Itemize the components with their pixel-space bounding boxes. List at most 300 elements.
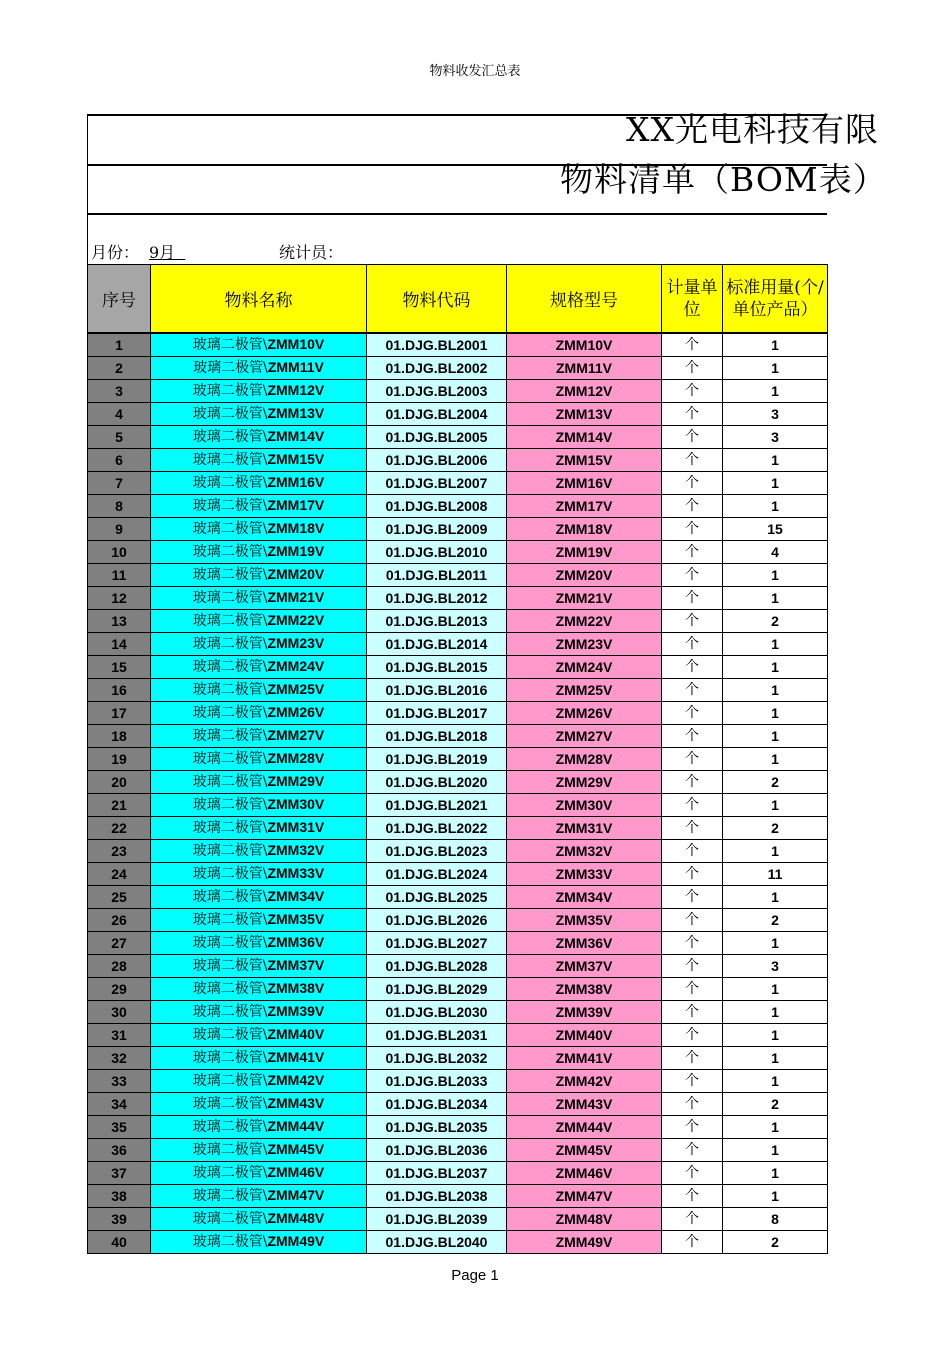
cell-name[interactable] [151, 518, 367, 541]
cell-code[interactable]: 01.DJG.BL2030 [367, 1001, 507, 1024]
name-prefix: 玻璃二极管\ [192, 774, 268, 790]
cell-qty[interactable]: 1 [723, 1139, 828, 1162]
cell-qty[interactable]: 1 [723, 449, 828, 472]
cell-seq[interactable]: 25 [88, 886, 151, 909]
cell-code[interactable]: 01.DJG.BL2033 [367, 1070, 507, 1093]
cell-unit[interactable]: 个 [662, 333, 723, 357]
name-model: ZMM10V [267, 336, 325, 352]
cell-name[interactable] [151, 1185, 367, 1208]
cell-qty[interactable]: 1 [723, 794, 828, 817]
cell-unit[interactable]: 个 [662, 978, 723, 1001]
name-model: ZMM47V [267, 1187, 325, 1203]
cell-qty[interactable]: 1 [723, 1047, 828, 1070]
cell-unit[interactable]: 个 [662, 748, 723, 771]
cell-code[interactable]: 01.DJG.BL2008 [367, 495, 507, 518]
cell-code[interactable]: 01.DJG.BL2034 [367, 1093, 507, 1116]
cell-name[interactable] [151, 426, 367, 449]
cell-spec[interactable]: ZMM47V [507, 1185, 662, 1208]
cell-spec[interactable]: ZMM31V [507, 817, 662, 840]
name-model: ZMM21V [267, 589, 325, 605]
cell-name[interactable] [151, 587, 367, 610]
cell-seq[interactable]: 30 [88, 1001, 151, 1024]
name-model: ZMM44V [267, 1118, 325, 1134]
cell-unit[interactable]: 个 [662, 1185, 723, 1208]
cell-name[interactable] [151, 886, 367, 909]
cell-unit[interactable]: 个 [662, 1116, 723, 1139]
cell-name[interactable] [151, 333, 367, 357]
cell-qty[interactable]: 2 [723, 909, 828, 932]
cell-unit[interactable]: 个 [662, 817, 723, 840]
name-model: ZMM22V [267, 612, 325, 628]
cell-seq[interactable]: 4 [88, 403, 151, 426]
cell-seq[interactable]: 8 [88, 495, 151, 518]
cell-seq[interactable]: 35 [88, 1116, 151, 1139]
name-prefix: 玻璃二极管\ [192, 682, 268, 698]
cell-qty[interactable]: 1 [723, 380, 828, 403]
cell-unit[interactable]: 个 [662, 633, 723, 656]
cell-unit[interactable]: 个 [662, 472, 723, 495]
cell-seq[interactable]: 17 [88, 702, 151, 725]
cell-spec[interactable]: ZMM38V [507, 978, 662, 1001]
cell-spec[interactable]: ZMM26V [507, 702, 662, 725]
table-row [88, 725, 828, 748]
name-prefix: 玻璃二极管\ [192, 889, 268, 905]
cell-code[interactable]: 01.DJG.BL2006 [367, 449, 507, 472]
cell-code[interactable]: 01.DJG.BL2010 [367, 541, 507, 564]
cell-spec[interactable]: ZMM34V [507, 886, 662, 909]
cell-spec[interactable]: ZMM36V [507, 932, 662, 955]
cell-code[interactable]: 01.DJG.BL2023 [367, 840, 507, 863]
table-row [88, 702, 828, 725]
cell-seq[interactable]: 34 [88, 1093, 151, 1116]
cell-spec[interactable]: ZMM45V [507, 1139, 662, 1162]
cell-name[interactable] [151, 1231, 367, 1254]
cell-code[interactable]: 01.DJG.BL2027 [367, 932, 507, 955]
cell-unit[interactable]: 个 [662, 1024, 723, 1047]
cell-qty[interactable]: 2 [723, 1231, 828, 1254]
cell-spec[interactable]: ZMM25V [507, 679, 662, 702]
name-prefix: 玻璃二极管\ [192, 1188, 268, 1204]
cell-code[interactable]: 01.DJG.BL2017 [367, 702, 507, 725]
cell-unit[interactable]: 个 [662, 886, 723, 909]
cell-seq[interactable]: 9 [88, 518, 151, 541]
cell-qty[interactable]: 1 [723, 679, 828, 702]
name-model: ZMM49V [267, 1233, 325, 1249]
name-prefix: 玻璃二极管\ [192, 590, 268, 606]
cell-code[interactable]: 01.DJG.BL2016 [367, 679, 507, 702]
cell-seq[interactable]: 10 [88, 541, 151, 564]
cell-qty[interactable]: 4 [723, 541, 828, 564]
cell-name[interactable] [151, 472, 367, 495]
cell-spec[interactable]: ZMM22V [507, 610, 662, 633]
table-row [88, 1185, 828, 1208]
name-model: ZMM20V [267, 566, 325, 582]
cell-spec[interactable]: ZMM48V [507, 1208, 662, 1231]
cell-seq[interactable]: 11 [88, 564, 151, 587]
name-prefix: 玻璃二极管\ [192, 521, 268, 537]
cell-name[interactable] [151, 702, 367, 725]
cell-unit[interactable]: 个 [662, 541, 723, 564]
cell-seq[interactable]: 12 [88, 587, 151, 610]
cell-unit[interactable]: 个 [662, 725, 723, 748]
cell-seq[interactable]: 31 [88, 1024, 151, 1047]
name-prefix: 玻璃二极管\ [192, 1050, 268, 1066]
cell-seq[interactable]: 36 [88, 1139, 151, 1162]
table-row [88, 679, 828, 702]
name-prefix: 玻璃二极管\ [192, 912, 268, 928]
cell-code[interactable]: 01.DJG.BL2028 [367, 955, 507, 978]
cell-code[interactable]: 01.DJG.BL2013 [367, 610, 507, 633]
name-prefix: 玻璃二极管\ [192, 1096, 268, 1112]
cell-seq[interactable]: 40 [88, 1231, 151, 1254]
name-prefix: 玻璃二极管\ [192, 1234, 268, 1250]
cell-qty[interactable]: 2 [723, 771, 828, 794]
name-model: ZMM33V [267, 865, 325, 881]
cell-code[interactable]: 01.DJG.BL2022 [367, 817, 507, 840]
cell-spec[interactable]: ZMM13V [507, 403, 662, 426]
cell-seq[interactable]: 16 [88, 679, 151, 702]
table-row [88, 932, 828, 955]
cell-code[interactable]: 01.DJG.BL2032 [367, 1047, 507, 1070]
cell-seq[interactable]: 24 [88, 863, 151, 886]
name-model: ZMM14V [267, 428, 325, 444]
cell-seq[interactable]: 1 [88, 333, 151, 357]
cell-name[interactable] [151, 1139, 367, 1162]
company-title: XX光电科技有限 [626, 110, 879, 149]
cell-seq[interactable]: 28 [88, 955, 151, 978]
cell-spec[interactable]: ZMM15V [507, 449, 662, 472]
cell-spec[interactable]: ZMM49V [507, 1231, 662, 1254]
name-prefix: 玻璃二极管\ [192, 797, 268, 813]
cell-seq[interactable]: 21 [88, 794, 151, 817]
page-header: 物料收发汇总表 [429, 64, 521, 79]
cell-qty[interactable]: 1 [723, 656, 828, 679]
cell-name[interactable] [151, 794, 367, 817]
name-model: ZMM38V [267, 980, 325, 996]
cell-name[interactable] [151, 725, 367, 748]
cell-qty[interactable]: 1 [723, 1024, 828, 1047]
cell-qty[interactable]: 3 [723, 403, 828, 426]
cell-spec[interactable]: ZMM35V [507, 909, 662, 932]
cell-unit[interactable]: 个 [662, 495, 723, 518]
cell-unit[interactable]: 个 [662, 403, 723, 426]
cell-code[interactable]: 01.DJG.BL2015 [367, 656, 507, 679]
cell-seq[interactable]: 18 [88, 725, 151, 748]
cell-unit[interactable]: 个 [662, 1001, 723, 1024]
name-prefix: 玻璃二极管\ [192, 337, 268, 353]
cell-unit[interactable]: 个 [662, 794, 723, 817]
cell-spec[interactable]: ZMM20V [507, 564, 662, 587]
cell-qty[interactable]: 3 [723, 426, 828, 449]
cell-spec[interactable]: ZMM32V [507, 840, 662, 863]
cell-qty[interactable]: 1 [723, 702, 828, 725]
name-prefix: 玻璃二极管\ [192, 1073, 268, 1089]
cell-seq[interactable]: 37 [88, 1162, 151, 1185]
cell-qty[interactable]: 2 [723, 1093, 828, 1116]
cell-unit[interactable]: 个 [662, 610, 723, 633]
cell-name[interactable] [151, 771, 367, 794]
cell-seq[interactable]: 26 [88, 909, 151, 932]
cell-spec[interactable]: ZMM43V [507, 1093, 662, 1116]
cell-unit[interactable]: 个 [662, 771, 723, 794]
cell-seq[interactable]: 22 [88, 817, 151, 840]
cell-unit[interactable]: 个 [662, 518, 723, 541]
table-row [88, 1116, 828, 1139]
cell-seq[interactable]: 7 [88, 472, 151, 495]
cell-unit[interactable]: 个 [662, 357, 723, 380]
cell-qty[interactable]: 1 [723, 1116, 828, 1139]
cell-name[interactable] [151, 610, 367, 633]
cell-unit[interactable]: 个 [662, 932, 723, 955]
table-body [88, 333, 828, 1254]
name-model: ZMM16V [267, 474, 325, 490]
cell-name[interactable] [151, 449, 367, 472]
cell-name[interactable] [151, 564, 367, 587]
table-row [88, 1162, 828, 1185]
cell-spec[interactable]: ZMM10V [507, 333, 662, 357]
table-row [88, 955, 828, 978]
cell-seq[interactable]: 3 [88, 380, 151, 403]
cell-qty[interactable]: 1 [723, 495, 828, 518]
cell-seq[interactable]: 15 [88, 656, 151, 679]
cell-seq[interactable]: 27 [88, 932, 151, 955]
cell-unit[interactable]: 个 [662, 702, 723, 725]
cell-name[interactable] [151, 656, 367, 679]
cell-unit[interactable]: 个 [662, 656, 723, 679]
cell-name[interactable] [151, 1047, 367, 1070]
cell-name[interactable] [151, 840, 367, 863]
cell-name[interactable] [151, 1116, 367, 1139]
cell-code[interactable]: 01.DJG.BL2031 [367, 1024, 507, 1047]
cell-code[interactable]: 01.DJG.BL2025 [367, 886, 507, 909]
cell-name[interactable] [151, 863, 367, 886]
table-row [88, 886, 828, 909]
cell-seq[interactable]: 2 [88, 357, 151, 380]
cell-seq[interactable]: 38 [88, 1185, 151, 1208]
bom-table [87, 264, 828, 1254]
cell-qty[interactable]: 3 [723, 955, 828, 978]
cell-unit[interactable]: 个 [662, 1093, 723, 1116]
cell-code[interactable]: 01.DJG.BL2038 [367, 1185, 507, 1208]
cell-qty[interactable]: 1 [723, 725, 828, 748]
cell-unit[interactable]: 个 [662, 863, 723, 886]
cell-name[interactable] [151, 679, 367, 702]
cell-name[interactable] [151, 1162, 367, 1185]
cell-code[interactable]: 01.DJG.BL2040 [367, 1231, 507, 1254]
cell-spec[interactable]: ZMM23V [507, 633, 662, 656]
cell-name[interactable] [151, 955, 367, 978]
name-model: ZMM40V [267, 1026, 325, 1042]
cell-name[interactable] [151, 909, 367, 932]
cell-spec[interactable]: ZMM30V [507, 794, 662, 817]
cell-spec[interactable]: ZMM17V [507, 495, 662, 518]
col-header-spec: 规格型号 [507, 265, 662, 334]
name-prefix: 玻璃二极管\ [192, 567, 268, 583]
cell-code[interactable]: 01.DJG.BL2009 [367, 518, 507, 541]
cell-code[interactable]: 01.DJG.BL2020 [367, 771, 507, 794]
cell-qty[interactable]: 2 [723, 610, 828, 633]
col-header-std: 标准用量(个/单位产品） [723, 265, 828, 334]
cell-qty[interactable]: 1 [723, 932, 828, 955]
cell-spec[interactable]: ZMM41V [507, 1047, 662, 1070]
cell-qty[interactable]: 1 [723, 840, 828, 863]
table-row [88, 794, 828, 817]
cell-qty[interactable]: 1 [723, 1162, 828, 1185]
name-prefix: 玻璃二极管\ [192, 705, 268, 721]
cell-qty[interactable]: 1 [723, 472, 828, 495]
cell-qty[interactable]: 8 [723, 1208, 828, 1231]
cell-qty[interactable]: 2 [723, 817, 828, 840]
cell-name[interactable] [151, 495, 367, 518]
cell-unit[interactable]: 个 [662, 1139, 723, 1162]
cell-name[interactable] [151, 380, 367, 403]
cell-seq[interactable]: 32 [88, 1047, 151, 1070]
cell-code[interactable]: 01.DJG.BL2011 [367, 564, 507, 587]
cell-code[interactable]: 01.DJG.BL2039 [367, 1208, 507, 1231]
cell-spec[interactable]: ZMM44V [507, 1116, 662, 1139]
cell-seq[interactable]: 6 [88, 449, 151, 472]
cell-qty[interactable]: 1 [723, 564, 828, 587]
cell-code[interactable]: 01.DJG.BL2007 [367, 472, 507, 495]
cell-code[interactable]: 01.DJG.BL2037 [367, 1162, 507, 1185]
cell-code[interactable]: 01.DJG.BL2014 [367, 633, 507, 656]
month-value[interactable]: 9月 [149, 243, 186, 262]
cell-spec[interactable]: ZMM21V [507, 587, 662, 610]
cell-name[interactable] [151, 817, 367, 840]
cell-spec[interactable]: ZMM14V [507, 426, 662, 449]
cell-spec[interactable]: ZMM39V [507, 1001, 662, 1024]
cell-code[interactable]: 01.DJG.BL2002 [367, 357, 507, 380]
cell-unit[interactable]: 个 [662, 1208, 723, 1231]
cell-name[interactable] [151, 541, 367, 564]
cell-code[interactable]: 01.DJG.BL2005 [367, 426, 507, 449]
name-prefix: 玻璃二极管\ [192, 659, 268, 675]
table-row [88, 1024, 828, 1047]
cell-name[interactable] [151, 1093, 367, 1116]
cell-name[interactable] [151, 357, 367, 380]
cell-qty[interactable]: 1 [723, 633, 828, 656]
cell-name[interactable] [151, 1001, 367, 1024]
name-model: ZMM27V [267, 727, 325, 743]
cell-unit[interactable]: 个 [662, 909, 723, 932]
cell-spec[interactable]: ZMM11V [507, 357, 662, 380]
cell-code[interactable]: 01.DJG.BL2001 [367, 333, 507, 357]
cell-name[interactable] [151, 633, 367, 656]
cell-unit[interactable]: 个 [662, 380, 723, 403]
cell-spec[interactable]: ZMM40V [507, 1024, 662, 1047]
cell-qty[interactable]: 11 [723, 863, 828, 886]
cell-spec[interactable]: ZMM16V [507, 472, 662, 495]
cell-spec[interactable]: ZMM37V [507, 955, 662, 978]
name-model: ZMM28V [267, 750, 325, 766]
cell-unit[interactable]: 个 [662, 1047, 723, 1070]
cell-qty[interactable]: 1 [723, 1185, 828, 1208]
cell-code[interactable]: 01.DJG.BL2004 [367, 403, 507, 426]
cell-name[interactable] [151, 748, 367, 771]
cell-seq[interactable]: 5 [88, 426, 151, 449]
cell-unit[interactable]: 个 [662, 564, 723, 587]
cell-seq[interactable]: 29 [88, 978, 151, 1001]
cell-spec[interactable]: ZMM19V [507, 541, 662, 564]
cell-unit[interactable]: 个 [662, 840, 723, 863]
name-prefix: 玻璃二极管\ [192, 1211, 268, 1227]
cell-seq[interactable]: 20 [88, 771, 151, 794]
document-title: 物料清单（BOM表） [560, 160, 887, 199]
cell-qty[interactable]: 1 [723, 357, 828, 380]
cell-qty[interactable]: 1 [723, 587, 828, 610]
cell-qty[interactable]: 1 [723, 1001, 828, 1024]
cell-spec[interactable]: ZMM27V [507, 725, 662, 748]
cell-unit[interactable]: 个 [662, 587, 723, 610]
cell-seq[interactable]: 23 [88, 840, 151, 863]
table-row [88, 1093, 828, 1116]
cell-code[interactable]: 01.DJG.BL2036 [367, 1139, 507, 1162]
name-model: ZMM23V [267, 635, 325, 651]
cell-name[interactable] [151, 1070, 367, 1093]
cell-spec[interactable]: ZMM29V [507, 771, 662, 794]
cell-spec[interactable]: ZMM46V [507, 1162, 662, 1185]
cell-code[interactable]: 01.DJG.BL2026 [367, 909, 507, 932]
cell-code[interactable]: 01.DJG.BL2019 [367, 748, 507, 771]
cell-code[interactable]: 01.DJG.BL2035 [367, 1116, 507, 1139]
table-row [88, 909, 828, 932]
name-prefix: 玻璃二极管\ [192, 1119, 268, 1135]
cell-spec[interactable]: ZMM12V [507, 380, 662, 403]
cell-unit[interactable]: 个 [662, 426, 723, 449]
name-model: ZMM32V [267, 842, 325, 858]
cell-seq[interactable]: 33 [88, 1070, 151, 1093]
cell-code[interactable]: 01.DJG.BL2012 [367, 587, 507, 610]
cell-seq[interactable]: 13 [88, 610, 151, 633]
cell-name[interactable] [151, 978, 367, 1001]
cell-unit[interactable]: 个 [662, 955, 723, 978]
cell-unit[interactable]: 个 [662, 1231, 723, 1254]
cell-unit[interactable]: 个 [662, 449, 723, 472]
cell-unit[interactable]: 个 [662, 1162, 723, 1185]
cell-qty[interactable]: 1 [723, 748, 828, 771]
cell-seq[interactable]: 14 [88, 633, 151, 656]
cell-spec[interactable]: ZMM24V [507, 656, 662, 679]
cell-unit[interactable]: 个 [662, 679, 723, 702]
cell-seq[interactable]: 19 [88, 748, 151, 771]
cell-code[interactable]: 01.DJG.BL2021 [367, 794, 507, 817]
name-prefix: 玻璃二极管\ [192, 935, 268, 951]
cell-qty[interactable]: 1 [723, 333, 828, 357]
cell-seq[interactable]: 39 [88, 1208, 151, 1231]
cell-spec[interactable]: ZMM42V [507, 1070, 662, 1093]
cell-name[interactable] [151, 1208, 367, 1231]
cell-code[interactable]: 01.DJG.BL2018 [367, 725, 507, 748]
cell-code[interactable]: 01.DJG.BL2029 [367, 978, 507, 1001]
name-prefix: 玻璃二极管\ [193, 360, 268, 376]
cell-name[interactable] [151, 1024, 367, 1047]
table-row [88, 587, 828, 610]
cell-qty[interactable]: 1 [723, 886, 828, 909]
cell-spec[interactable]: ZMM33V [507, 863, 662, 886]
cell-qty[interactable]: 15 [723, 518, 828, 541]
col-header-unit: 计量单位 [662, 265, 723, 334]
cell-qty[interactable]: 1 [723, 1070, 828, 1093]
table-row [88, 748, 828, 771]
cell-spec[interactable]: ZMM18V [507, 518, 662, 541]
cell-name[interactable] [151, 932, 367, 955]
cell-name[interactable] [151, 403, 367, 426]
cell-spec[interactable]: ZMM28V [507, 748, 662, 771]
cell-unit[interactable]: 个 [662, 1070, 723, 1093]
cell-qty[interactable]: 1 [723, 978, 828, 1001]
cell-code[interactable]: 01.DJG.BL2024 [367, 863, 507, 886]
cell-code[interactable]: 01.DJG.BL2003 [367, 380, 507, 403]
